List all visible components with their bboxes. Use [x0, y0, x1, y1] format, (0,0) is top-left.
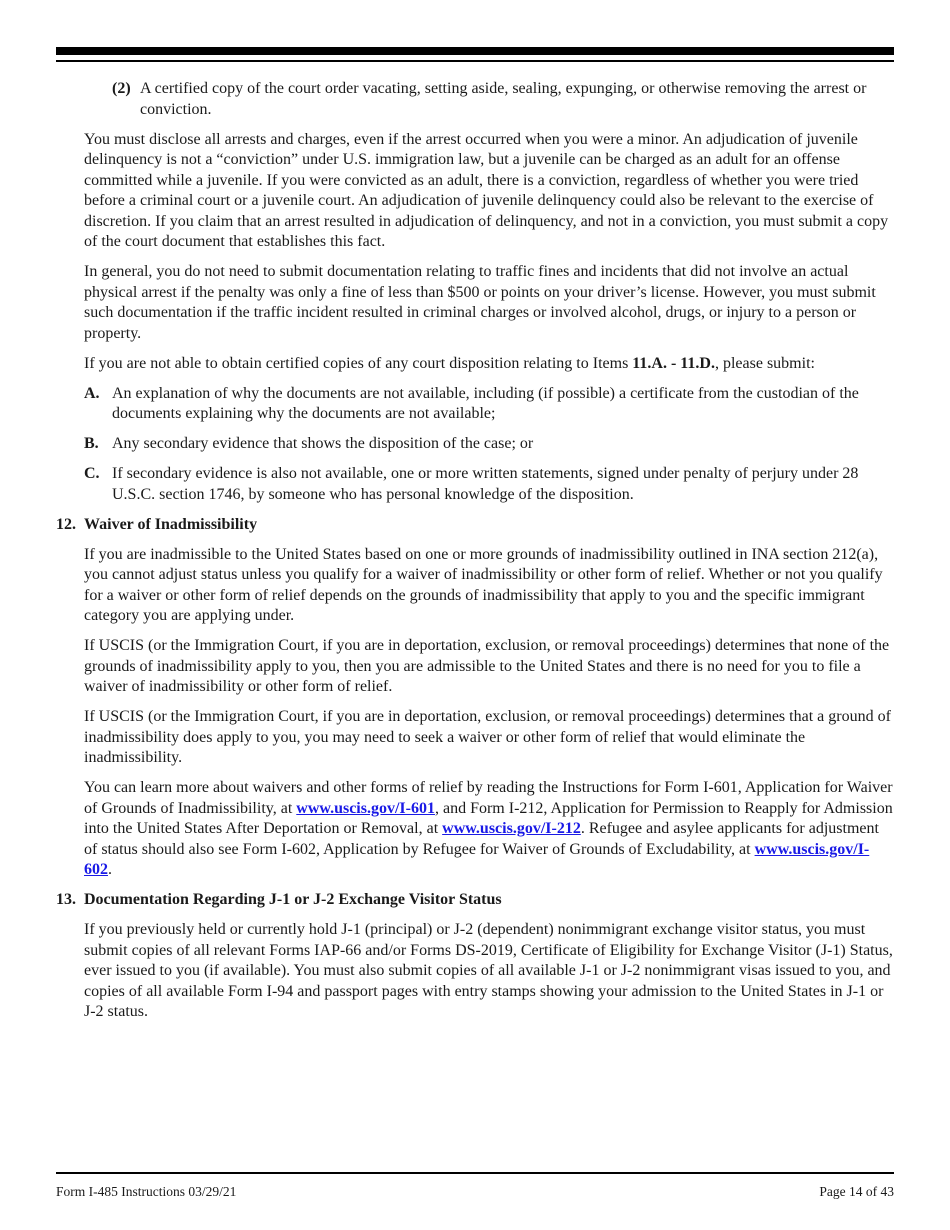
link-i-212[interactable]: www.uscis.gov/I-212	[442, 820, 581, 837]
list-item-b	[84, 434, 894, 455]
item-reference: 11.A. - 11.D.	[632, 354, 715, 372]
list-item-label: (2)	[112, 80, 131, 97]
text-span: . Refugee and asylee applicants for adjustment of status should also see Form I-602, Application by Refugee for Waiver of Grounds of Excludability, at	[84, 820, 879, 858]
section-12-paragraph-1: If you are inadmissible to the United States based on one or more grounds of inadmissibility outlined in INA section 212(a), you cannot adjust status unless you qualify for a waiver of inadmissibility or other form of relief. Whether or not you qualify for a waiver or other form of relief depends on the grounds of inadmissibility that apply to you and the specific immigrant category you are applying under.	[84, 545, 883, 624]
list-item-2	[112, 79, 894, 120]
paragraph-arrests: You must disclose all arrests and charges, even if the arrest occurred when you were a minor. An adjudication of juvenile delinquency is not a “conviction” under U.S. immigration law, but a juvenile can be charged as an adult for an offense committed while a juvenile. If you were convicted as an adult, there is a conviction, regardless of whether you were tried before a criminal court or a juvenile court. An adjudication of juvenile delinquency could also be relevant to the exercise of discretion. If you claim that an arrest resulted in adjudication of delinquency, and not in a conviction, you must submit a copy of the court document that establishes this fact.	[84, 130, 889, 250]
section-number: 13.	[56, 891, 76, 908]
link-i-602[interactable]: www.uscis.gov/I-602	[84, 840, 870, 878]
header-rule-thin	[56, 60, 894, 62]
header-rule-thick	[56, 47, 894, 55]
section-number: 12.	[56, 515, 76, 533]
list-item-text: If secondary evidence is also not available, one or more written statements, signed under penalty of perjury under 28 U.S.C. section 1746, by someone who has personal knowledge of the disposition.	[112, 465, 859, 503]
text-span: .	[108, 861, 112, 878]
list-item-c	[84, 464, 894, 505]
page-content	[56, 79, 894, 1032]
list-item-text: Any secondary evidence that shows the disposition of the case; or	[112, 435, 534, 452]
paragraph-certified-copies	[84, 354, 894, 375]
section-13-paragraph-1: If you previously held or currently hold J-1 (principal) or J-2 (dependent) nonimmigrant exchange visitor status, you must submit copies of all relevant Forms IAP-66 and/or Forms DS-2019, Certificate of Eligibility for Exchange Visitor (J-1) Status, ever issued to you (if available). You must also submit copies of all available J-1 or J-2 nonimmigrant visas issued to you, and copies of all available Form I-94 and passport pages with entry stamps showing your admission to the United States in J-1 or J-2 status.	[84, 921, 893, 1020]
text-span: You can learn more about waivers and other forms of relief by reading the Instructions for Form I-601, Application for Waiver of Grounds of Inadmissibility, at	[84, 779, 893, 817]
list-item-label: C.	[84, 465, 100, 482]
list-item-text: A certified copy of the court order vacating, setting aside, sealing, expunging, or otherwise removing the arrest or conviction.	[140, 80, 867, 118]
list-item-a	[84, 384, 894, 425]
text-span: , and Form I-212, Application for Permission to Reapply for Admission into the United States After Deportation or Removal, at	[84, 799, 893, 837]
link-i-601[interactable]: www.uscis.gov/I-601	[296, 799, 435, 817]
section-12-paragraph-2: If USCIS (or the Immigration Court, if you are in deportation, exclusion, or removal proceedings) determines that none of the grounds of inadmissibility apply to you, then you are admissible to the United States and there is no need for you to file a waiver of inadmissibility or other form of relief.	[84, 637, 890, 695]
section-12-paragraph-4	[84, 778, 894, 881]
text-span: , please submit:	[714, 354, 815, 372]
section-title: Waiver of Inadmissibility	[84, 515, 258, 533]
footer-page-number: Page 14 of 43	[819, 1184, 894, 1199]
footer-rule	[56, 1172, 894, 1174]
list-item-label: A.	[84, 384, 100, 402]
footer-form-name: Form I-485 Instructions 03/29/21	[56, 1184, 237, 1199]
section-12-heading	[56, 515, 894, 536]
section-title: Documentation Regarding J-1 or J-2 Exchange Visitor Status	[84, 891, 502, 908]
text-span: If you are not able to obtain certified copies of any court disposition relating to Items	[84, 354, 633, 372]
section-13-heading	[56, 890, 894, 911]
paragraph-traffic: In general, you do not need to submit documentation relating to traffic fines and incidents that did not involve an actual physical arrest if the penalty was only a fine of less than $500 or points on your driver’s license. However, you must submit such documentation if the traffic incident resulted in criminal charges or involved alcohol, drugs, or injury to a person or property.	[84, 263, 876, 342]
list-item-text: An explanation of why the documents are not available, including (if possible) a certificate from the custodian of the documents explaining why the documents are not available;	[112, 384, 859, 422]
section-12-paragraph-3: If USCIS (or the Immigration Court, if you are in deportation, exclusion, or removal proceedings) determines that a ground of inadmissibility does apply to you, you may need to seek a waiver or other form of relief that would eliminate the inadmissibility.	[84, 708, 891, 766]
list-item-label: B.	[84, 435, 99, 452]
